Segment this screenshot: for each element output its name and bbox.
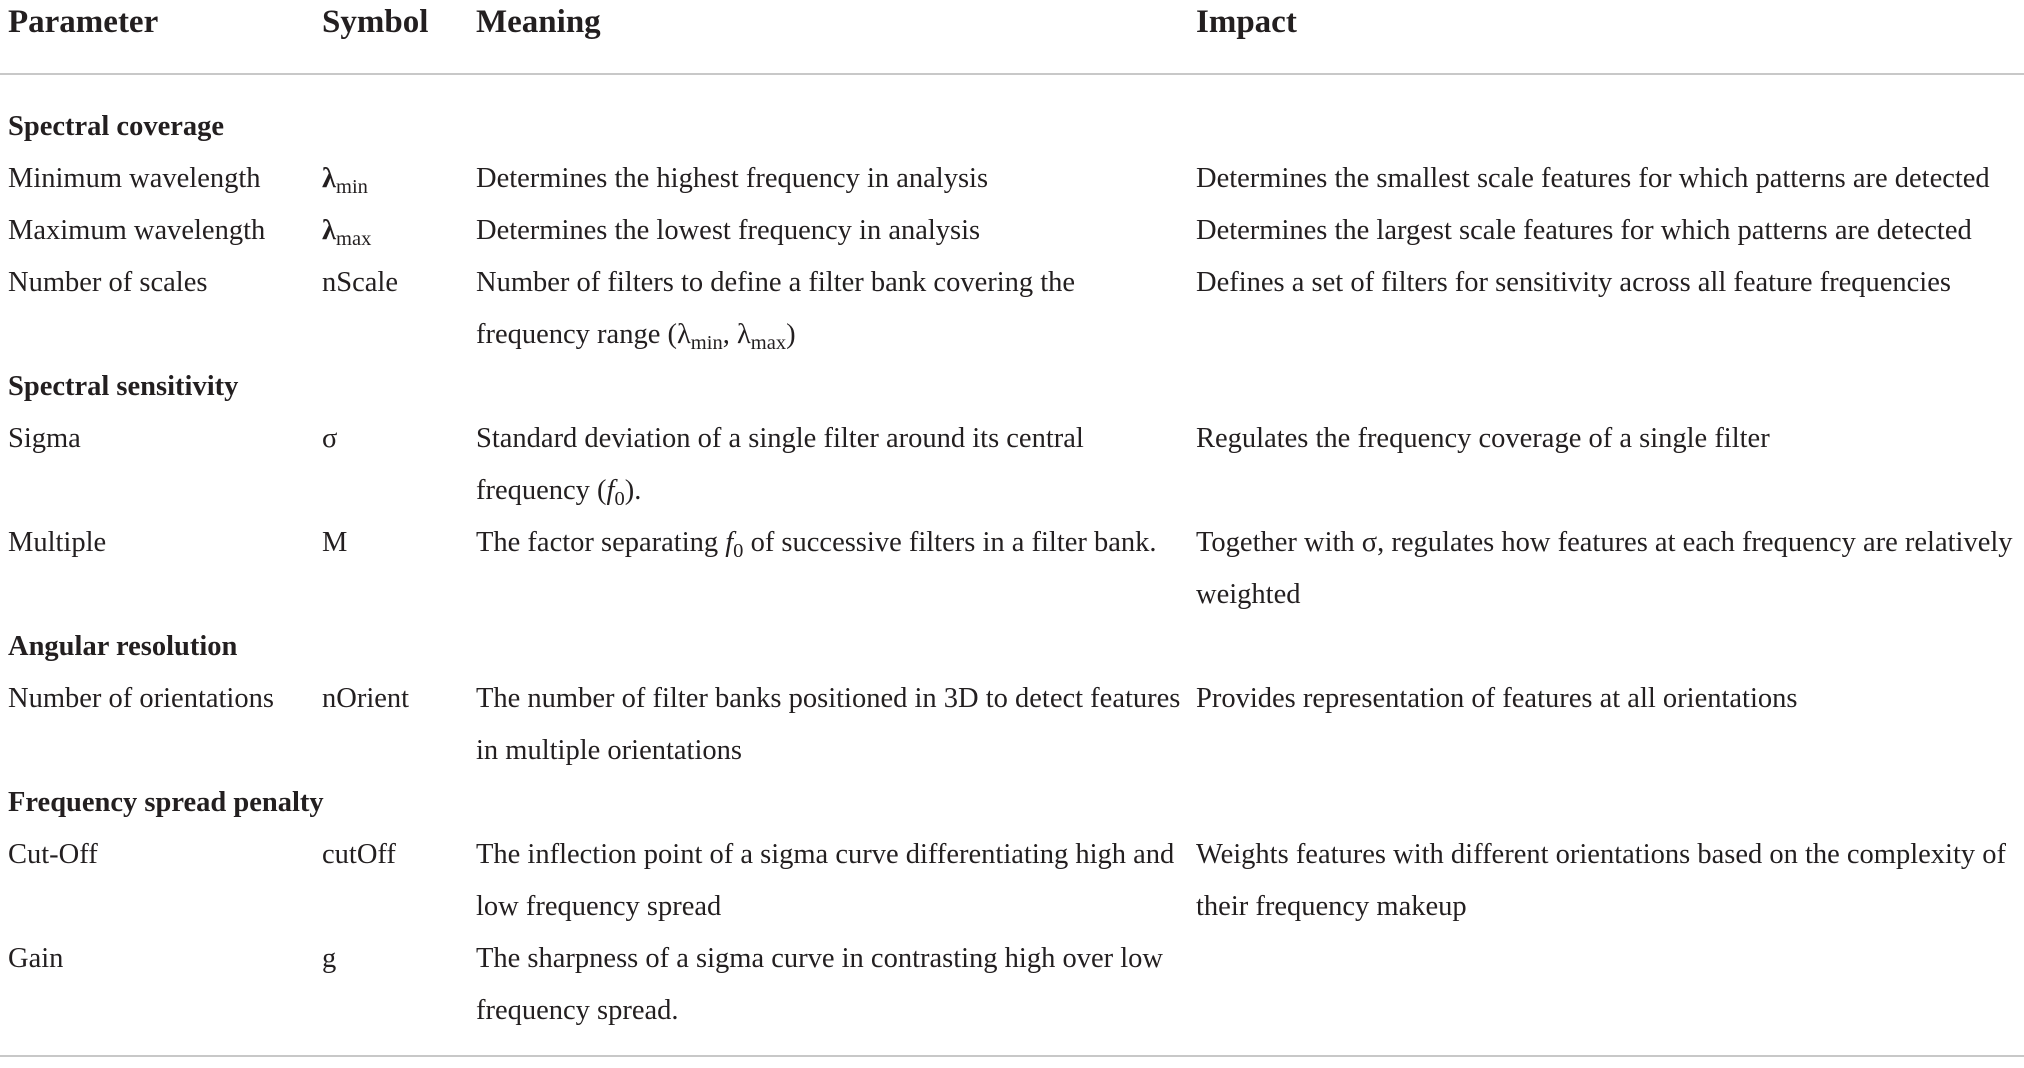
- impact-cell: Provides representation of features at all orientations: [1196, 683, 1798, 714]
- closing-paren: ).: [624, 475, 642, 506]
- symbol-cell: g: [314, 933, 468, 1056]
- parameter-cell: Minimum wavelength: [8, 163, 261, 194]
- parameter-cell: Maximum wavelength: [8, 215, 266, 246]
- meaning-cell: The sharpness of a sigma curve in contrasting high over low frequency spread.: [468, 933, 1188, 1056]
- header-impact: Impact: [1188, 0, 2024, 74]
- frequency-symbol: f: [725, 527, 734, 558]
- parameter-cell: Cut-Off: [8, 839, 98, 870]
- symbol-cell: [314, 205, 468, 257]
- meaning-cell: [468, 517, 1188, 621]
- lambda-symbol: λ: [736, 319, 751, 350]
- symbol-subscript: max: [336, 228, 372, 251]
- symbol-cell: M: [322, 527, 348, 558]
- symbol-cell: [314, 153, 468, 205]
- meaning-text: Standard deviation of a single filter around its central frequency (: [476, 423, 1084, 506]
- meaning-cell: The number of filter banks positioned in 3D to detect features in multiple orientations: [476, 683, 1181, 766]
- symbol-cell: σ: [322, 423, 338, 454]
- symbol-cell: nOrient: [322, 683, 410, 714]
- impact-cell: Defines a set of filters for sensitivity across all feature frequencies: [1196, 267, 1951, 298]
- symbol-subscript: min: [336, 176, 368, 199]
- table-row: [0, 413, 2024, 517]
- impact-cell: Determines the largest scale features for which patterns are detected: [1196, 215, 1972, 246]
- header-symbol: Symbol: [314, 0, 468, 74]
- meaning-text: The factor separating: [476, 527, 726, 558]
- meaning-cell: Determines the highest frequency in analysis: [476, 163, 989, 194]
- symbol-cell: cutOff: [322, 839, 396, 870]
- lambda-subscript: max: [750, 332, 787, 355]
- table-row: [0, 673, 2024, 777]
- table-body: [0, 74, 2024, 1056]
- impact-cell: Determines the smallest scale features for which patterns are detected: [1196, 163, 1990, 194]
- frequency-subscript: 0: [733, 540, 744, 563]
- parameter-cell: Number of scales: [8, 267, 208, 298]
- table-header: [0, 0, 2024, 74]
- section-row: [0, 361, 2024, 413]
- parameter-cell: Multiple: [8, 527, 107, 558]
- lambda-symbol: λ: [676, 319, 691, 350]
- table-row: [0, 829, 2024, 933]
- meaning-cell: [468, 257, 1188, 361]
- impact-cell: Weights features with different orientations based on the complexity of their frequency makeup: [1196, 839, 2006, 922]
- table-row: [0, 933, 2024, 1056]
- separator: ,: [722, 319, 737, 350]
- closing-paren: ): [786, 319, 796, 350]
- frequency-subscript: 0: [614, 488, 625, 511]
- symbol-base: λ: [322, 215, 336, 246]
- table-row: [0, 257, 2024, 361]
- meaning-text: Number of filters to define a filter bank covering the frequency range (: [476, 267, 1076, 350]
- meaning-cell: The inflection point of a sigma curve differentiating high and low frequency spread: [476, 839, 1175, 922]
- section-title: Spectral sensitivity: [8, 371, 239, 402]
- section-title: Frequency spread penalty: [8, 787, 324, 818]
- header-row: [0, 0, 2024, 74]
- table-row: [0, 205, 2024, 257]
- frequency-symbol: f: [606, 475, 615, 506]
- section-row: [0, 74, 2024, 153]
- meaning-cell: [468, 413, 1188, 517]
- parameter-cell: Sigma: [8, 423, 81, 454]
- parameter-cell: Gain: [0, 933, 314, 1056]
- section-title: Angular resolution: [8, 631, 238, 662]
- section-row: [0, 777, 2024, 829]
- table-row: [0, 153, 2024, 205]
- impact-cell: [1188, 933, 2024, 1056]
- lambda-subscript: min: [690, 332, 723, 355]
- meaning-text: of successive filters in a filter bank.: [743, 527, 1157, 558]
- header-meaning: Meaning: [468, 0, 1188, 74]
- section-row: [0, 621, 2024, 673]
- table-row: [0, 517, 2024, 621]
- symbol-cell: nScale: [322, 267, 398, 298]
- section-title: Spectral coverage: [8, 111, 225, 142]
- impact-cell: Together with σ, regulates how features at each frequency are relatively weighted: [1196, 527, 2013, 610]
- parameter-cell: Number of orientations: [8, 683, 274, 714]
- symbol-base: λ: [322, 163, 336, 194]
- meaning-cell: Determines the lowest frequency in analysis: [476, 215, 981, 246]
- header-parameter: Parameter: [0, 0, 314, 74]
- impact-cell: Regulates the frequency coverage of a single filter: [1196, 423, 1770, 454]
